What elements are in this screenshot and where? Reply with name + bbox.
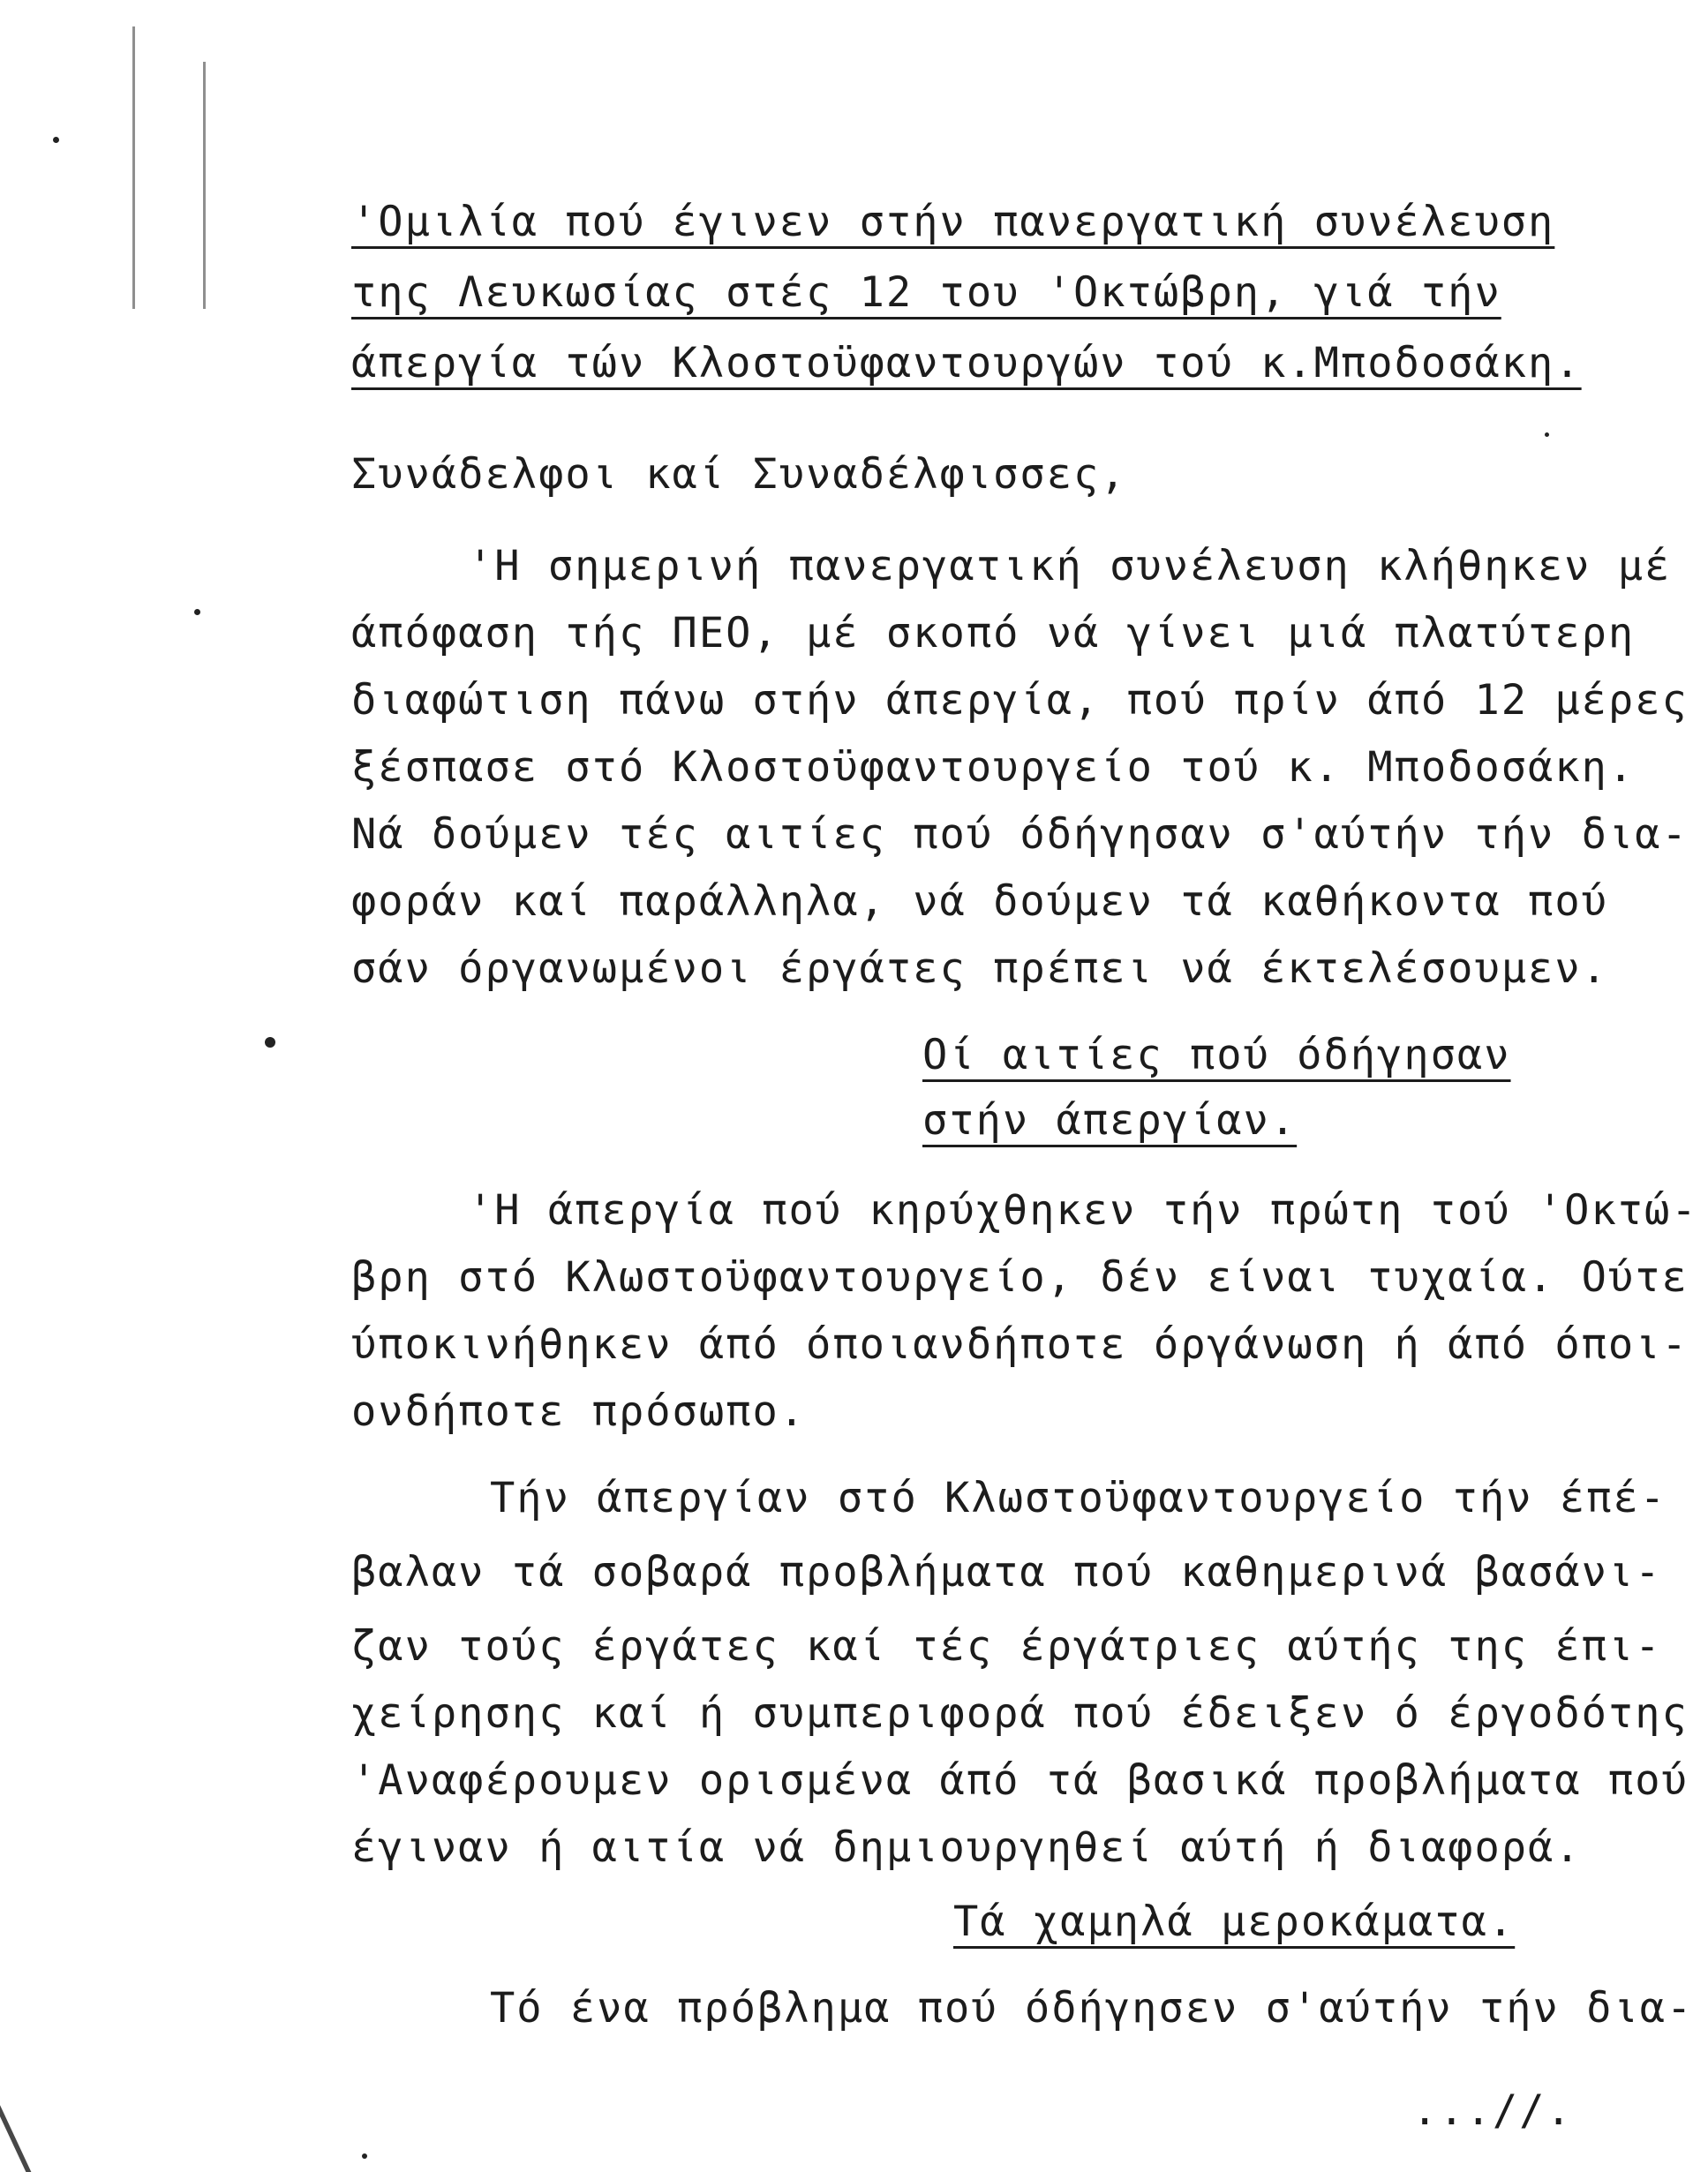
document-title-line-3: άπεργία τών Κλοστοϋφαντουργών τού κ.Μποδοσάκη.	[351, 339, 1582, 387]
section-heading-causes-line-2: στήν άπεργίαν.	[922, 1096, 1298, 1145]
document-title-line-2: της Λευκωσίας στές 12 του 'Οκτώβρη, γιά τήν	[351, 268, 1501, 317]
continuation-mark: ...//.	[1412, 2086, 1573, 2135]
scan-artifact-margin-line-2	[203, 62, 206, 309]
paragraph-3-line: ζαν τούς έργάτες καί τές έργάτριες αύτής της έπι-	[351, 1622, 1662, 1671]
paragraph-1-line: άπόφαση τής ΠΕΟ, μέ σκοπό νά γίνει μιά πλατύτερη	[351, 609, 1636, 658]
paragraph-3-line: βαλαν τά σοβαρά προβλήματα πού καθημερινά βασάνι-	[351, 1548, 1662, 1597]
scan-artifact-corner	[0, 2061, 31, 2172]
paragraph-1-line: 'Η σημερινή πανεργατική συνέλευση κλήθηκεν μέ	[468, 542, 1672, 590]
paragraph-3-line: χείρησης καί ή συμπεριφορά πού έδειξεν ό έργοδότης	[351, 1689, 1689, 1738]
scan-artifact-margin-line-1	[132, 26, 135, 309]
paragraph-1-line: φοράν καί παράλληλα, νά δούμεν τά καθήκοντα πού	[351, 877, 1608, 926]
salutation: Συνάδελφοι καί Συναδέλφισσες,	[351, 450, 1127, 499]
paragraph-1-line: ξέσπασε στό Κλοστοϋφαντουργείο τού κ. Μποδοσάκη.	[351, 743, 1636, 792]
paragraph-3-line: 'Αναφέρουμεν ορισμένα άπό τά βασικά προβλήματα πού	[351, 1756, 1689, 1805]
scan-speck	[362, 2153, 367, 2159]
section-heading-causes-line-1: Οί αιτίες πού όδήγησαν	[922, 1031, 1511, 1079]
scan-speck	[53, 137, 59, 143]
paragraph-3-line: έγιναν ή αιτία νά δημιουργηθεί αύτή ή διαφορά.	[351, 1823, 1582, 1872]
paragraph-3-line: Τήν άπεργίαν στό Κλωστοϋφαντουργείο τήν έπέ-	[490, 1474, 1667, 1522]
paragraph-4-line: Τό ένα πρόβλημα πού όδήγησεν σ'αύτήν τήν δια-	[490, 1984, 1694, 2033]
paragraph-2-line: 'Η άπεργία πού κηρύχθηκεν τήν πρώτη τού 'Οκτώ-	[468, 1186, 1698, 1235]
paragraph-2-line: βρη στό Κλωστοϋφαντουργείο, δέν είναι τυχαία. Ούτε	[351, 1253, 1689, 1302]
scan-speck	[265, 1037, 275, 1048]
section-heading-low-wages: Τά χαμηλά μεροκάματα.	[953, 1898, 1516, 1946]
document-title-line-1: 'Ομιλία πού έγινεν στήν πανεργατική συνέλευση	[351, 198, 1555, 246]
paragraph-1-line: σάν όργανωμένοι έργάτες πρέπει νά έκτελέσουμεν.	[351, 944, 1608, 993]
scan-speck	[1545, 432, 1549, 437]
paragraph-2-line: ονδήποτε πρόσωπο.	[351, 1387, 807, 1436]
paragraph-1-line: Νά δούμεν τές αιτίες πού όδήγησαν σ'αύτήν τήν δια-	[351, 810, 1689, 859]
paragraph-1-line: διαφώτιση πάνω στήν άπεργία, πού πρίν άπό 12 μέρες	[351, 676, 1689, 725]
paragraph-2-line: ύποκινήθηκεν άπό όποιανδήποτε όργάνωση ή άπό όποι-	[351, 1320, 1689, 1369]
scan-speck	[194, 609, 200, 615]
